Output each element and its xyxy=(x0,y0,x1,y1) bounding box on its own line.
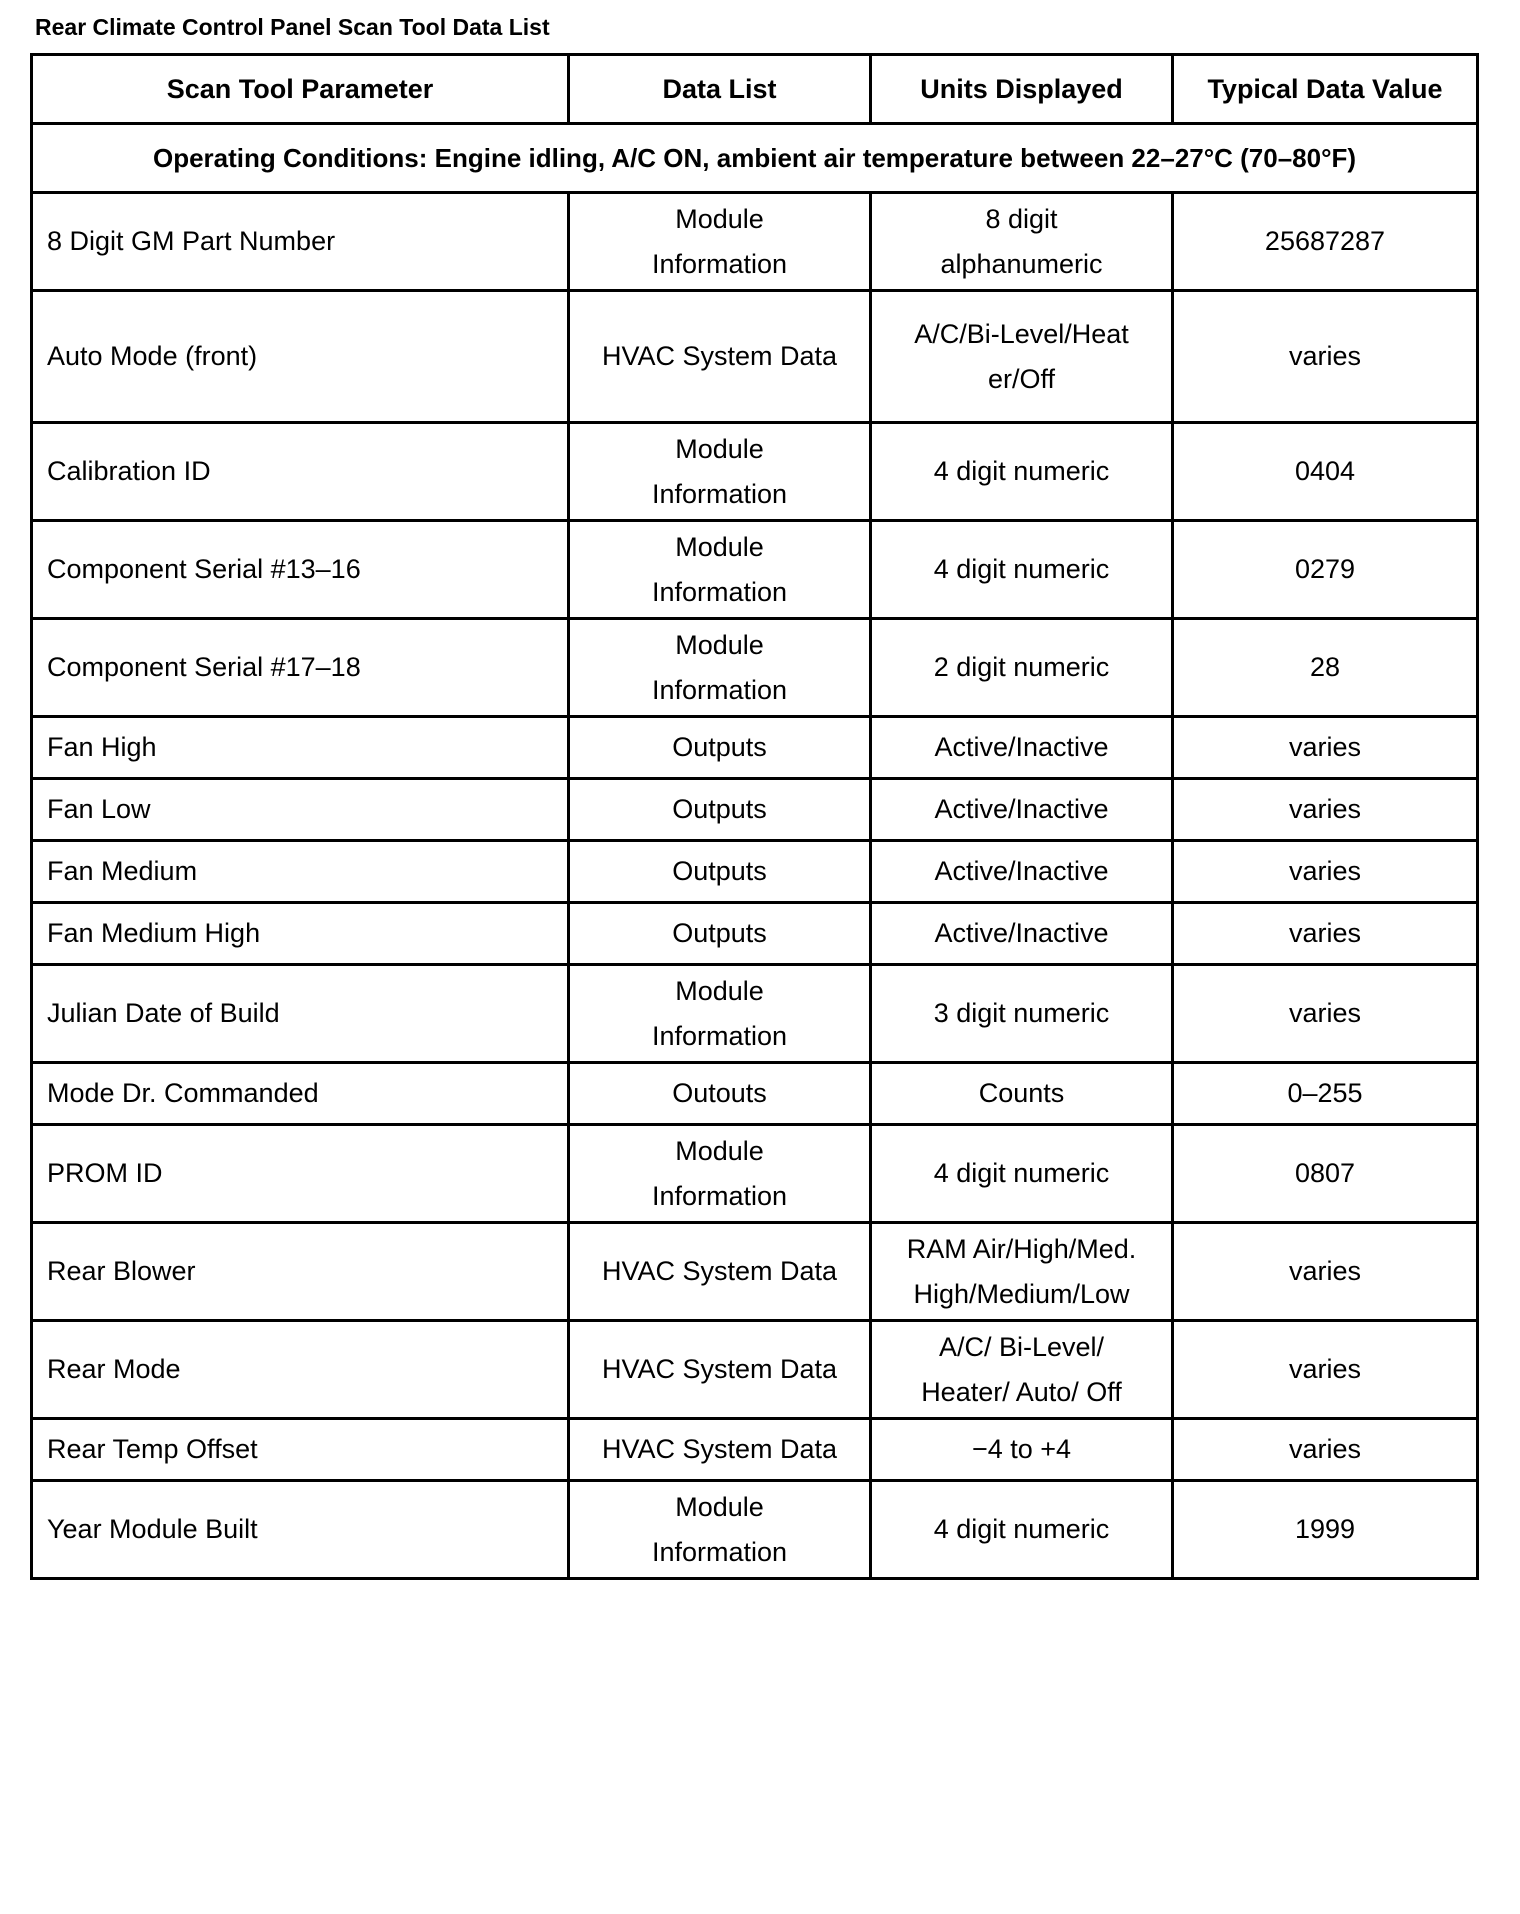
typical-data-value-cell: varies xyxy=(1173,965,1478,1063)
data-list-cell-line: Outputs xyxy=(672,732,767,762)
typical-data-value-cell: 0404 xyxy=(1173,423,1478,521)
data-list-cell-line: Outputs xyxy=(672,794,767,824)
scan-tool-parameter-cell: Component Serial #17–18 xyxy=(32,619,569,717)
units-displayed-cell xyxy=(871,903,1173,965)
units-displayed-cell xyxy=(871,965,1173,1063)
data-list-cell-line: Module xyxy=(675,203,764,234)
data-list-cell-line: Information xyxy=(651,1020,788,1051)
data-list-cell-line: HVAC System Data xyxy=(601,1256,838,1286)
units-displayed-cell-line: 4 digit numeric xyxy=(933,456,1110,486)
header-data-list: Data List xyxy=(569,55,871,124)
units-displayed-cell xyxy=(871,1419,1173,1481)
data-list-cell xyxy=(569,1223,871,1321)
data-list-cell-line: Information xyxy=(651,478,788,509)
table-row xyxy=(32,1321,1478,1419)
data-list-cell-line: Module xyxy=(675,1135,764,1166)
data-list-cell-line: Information xyxy=(651,576,788,607)
units-displayed-cell-line: 4 digit numeric xyxy=(933,1514,1110,1544)
table-row xyxy=(32,423,1478,521)
table-row xyxy=(32,619,1478,717)
units-displayed-cell xyxy=(871,1481,1173,1579)
scan-tool-parameter-cell: Rear Mode xyxy=(32,1321,569,1419)
units-displayed-cell-line: A/C/ Bi-Level/ xyxy=(938,1331,1105,1362)
data-list-cell xyxy=(569,1481,871,1579)
units-displayed-cell xyxy=(871,1063,1173,1125)
units-displayed-cell xyxy=(871,423,1173,521)
header-units-displayed: Units Displayed xyxy=(871,55,1173,124)
data-list-cell-line: Outouts xyxy=(672,1078,767,1108)
units-displayed-cell xyxy=(871,291,1173,423)
operating-conditions: Operating Conditions: Engine idling, A/C ON, ambient air temperature between 22–27°C (70–80°F) xyxy=(32,124,1478,193)
data-list-cell-line: HVAC System Data xyxy=(601,341,838,371)
table-row xyxy=(32,841,1478,903)
units-displayed-cell xyxy=(871,841,1173,903)
header-scan-tool-parameter: Scan Tool Parameter xyxy=(32,55,569,124)
table-row xyxy=(32,291,1478,423)
data-list-cell xyxy=(569,1125,871,1223)
units-displayed-cell xyxy=(871,1223,1173,1321)
units-displayed-cell xyxy=(871,779,1173,841)
units-displayed-cell-line: Active/Inactive xyxy=(934,732,1109,762)
header-row xyxy=(32,55,1478,124)
typical-data-value-cell: 1999 xyxy=(1173,1481,1478,1579)
scan-tool-parameter-cell: Auto Mode (front) xyxy=(32,291,569,423)
data-list-cell xyxy=(569,521,871,619)
data-list-cell-line: Information xyxy=(651,1180,788,1211)
data-list-cell-line: Information xyxy=(651,674,788,705)
scan-tool-parameter-cell: Mode Dr. Commanded xyxy=(32,1063,569,1125)
table-row xyxy=(32,1125,1478,1223)
scan-tool-parameter-cell: Component Serial #13–16 xyxy=(32,521,569,619)
units-displayed-cell-line: Heater/ Auto/ Off xyxy=(921,1376,1122,1407)
typical-data-value-cell: 28 xyxy=(1173,619,1478,717)
data-list-cell xyxy=(569,423,871,521)
scan-tool-parameter-cell: Julian Date of Build xyxy=(32,965,569,1063)
scan-tool-parameter-cell: Calibration ID xyxy=(32,423,569,521)
data-list-cell xyxy=(569,779,871,841)
units-displayed-cell-line: Active/Inactive xyxy=(934,856,1109,886)
units-displayed-cell-line: er/Off xyxy=(987,363,1056,394)
data-list-cell xyxy=(569,1321,871,1419)
operating-conditions-row xyxy=(32,124,1478,193)
typical-data-value-cell: varies xyxy=(1173,291,1478,423)
units-displayed-cell xyxy=(871,193,1173,291)
table-row xyxy=(32,903,1478,965)
scan-tool-parameter-cell: Fan High xyxy=(32,717,569,779)
data-list-cell xyxy=(569,903,871,965)
scan-tool-parameter-cell: Year Module Built xyxy=(32,1481,569,1579)
units-displayed-cell xyxy=(871,521,1173,619)
scan-tool-parameter-cell: Rear Temp Offset xyxy=(32,1419,569,1481)
data-list-cell xyxy=(569,717,871,779)
data-list-cell-line: Module xyxy=(675,433,764,464)
units-displayed-cell-line: High/Medium/Low xyxy=(913,1278,1130,1309)
units-displayed-cell-line: 4 digit numeric xyxy=(933,554,1110,584)
data-list-cell-line: Module xyxy=(675,1491,764,1522)
data-list-cell xyxy=(569,193,871,291)
typical-data-value-cell: varies xyxy=(1173,841,1478,903)
typical-data-value-cell: varies xyxy=(1173,1321,1478,1419)
data-list-cell-line: Module xyxy=(675,975,764,1006)
data-list-cell xyxy=(569,1419,871,1481)
scan-tool-parameter-cell: Fan Medium xyxy=(32,841,569,903)
units-displayed-cell-line: 4 digit numeric xyxy=(933,1158,1110,1188)
table-row xyxy=(32,965,1478,1063)
table-row xyxy=(32,1481,1478,1579)
table-row xyxy=(32,717,1478,779)
data-list-cell-line: Outputs xyxy=(672,918,767,948)
scan-tool-parameter-cell: Fan Low xyxy=(32,779,569,841)
units-displayed-cell-line: RAM Air/High/Med. xyxy=(906,1233,1137,1264)
table-row xyxy=(32,1223,1478,1321)
typical-data-value-cell: 0–255 xyxy=(1173,1063,1478,1125)
typical-data-value-cell: 25687287 xyxy=(1173,193,1478,291)
data-list-cell-line: Module xyxy=(675,531,764,562)
data-list-cell-line: Information xyxy=(651,1536,788,1567)
units-displayed-cell-line: A/C/Bi-Level/Heat xyxy=(914,318,1129,349)
data-list-cell-line: HVAC System Data xyxy=(601,1354,838,1384)
typical-data-value-cell: varies xyxy=(1173,1223,1478,1321)
typical-data-value-cell: varies xyxy=(1173,717,1478,779)
typical-data-value-cell: varies xyxy=(1173,903,1478,965)
data-list-cell xyxy=(569,965,871,1063)
units-displayed-cell xyxy=(871,1125,1173,1223)
units-displayed-cell-line: −4 to +4 xyxy=(971,1434,1072,1464)
table-row xyxy=(32,779,1478,841)
units-displayed-cell-line: Counts xyxy=(978,1078,1065,1108)
units-displayed-cell-line: alphanumeric xyxy=(940,248,1103,279)
data-list-cell-line: HVAC System Data xyxy=(601,1434,838,1464)
typical-data-value-cell: 0279 xyxy=(1173,521,1478,619)
data-list-cell xyxy=(569,291,871,423)
scan-tool-parameter-cell: Fan Medium High xyxy=(32,903,569,965)
document-title: Rear Climate Control Panel Scan Tool Data List xyxy=(35,14,550,40)
data-list-cell xyxy=(569,841,871,903)
units-displayed-cell-line: 3 digit numeric xyxy=(933,998,1110,1028)
units-displayed-cell xyxy=(871,619,1173,717)
scan-tool-parameter-cell: PROM ID xyxy=(32,1125,569,1223)
table-row xyxy=(32,1419,1478,1481)
table-row xyxy=(32,521,1478,619)
table-row xyxy=(32,1063,1478,1125)
header-typical-data-value: Typical Data Value xyxy=(1173,55,1478,124)
units-displayed-cell-line: 2 digit numeric xyxy=(933,652,1110,682)
scan-tool-parameter-cell: Rear Blower xyxy=(32,1223,569,1321)
table-row xyxy=(32,193,1478,291)
data-list-cell-line: Outputs xyxy=(672,856,767,886)
data-list-cell-line: Module xyxy=(675,629,764,660)
units-displayed-cell-line: Active/Inactive xyxy=(934,794,1109,824)
typical-data-value-cell: 0807 xyxy=(1173,1125,1478,1223)
units-displayed-cell-line: Active/Inactive xyxy=(934,918,1109,948)
data-list-cell xyxy=(569,619,871,717)
units-displayed-cell xyxy=(871,1321,1173,1419)
data-list-cell xyxy=(569,1063,871,1125)
units-displayed-cell xyxy=(871,717,1173,779)
units-displayed-cell-line: 8 digit xyxy=(985,203,1058,234)
typical-data-value-cell: varies xyxy=(1173,1419,1478,1481)
scan-tool-data-table xyxy=(30,53,1479,1580)
typical-data-value-cell: varies xyxy=(1173,779,1478,841)
scan-tool-parameter-cell: 8 Digit GM Part Number xyxy=(32,193,569,291)
data-list-cell-line: Information xyxy=(651,248,788,279)
